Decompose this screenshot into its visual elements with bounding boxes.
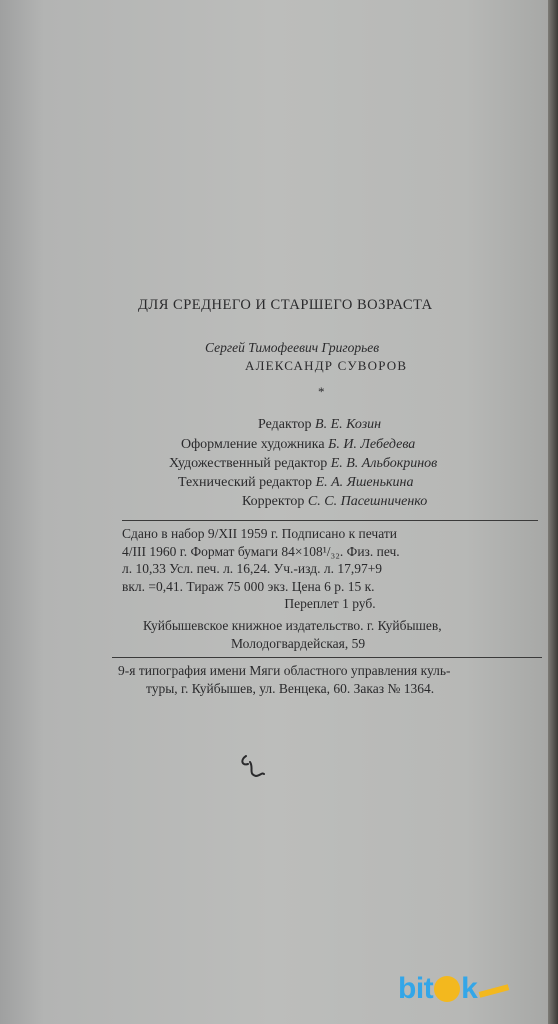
credit-role: Редактор (258, 417, 312, 432)
publisher-line: Куйбышевское книжное издательство. г. Куйбышев, (143, 618, 442, 633)
credit-name: В. Е. Козин (315, 417, 382, 432)
series-label: ДЛЯ СРЕДНЕГО И СТАРШЕГО ВОЗРАСТА (138, 297, 433, 313)
coin-icon (434, 976, 460, 1002)
printer-line: 9-я типография имени Мяги областного управления куль- (118, 663, 451, 678)
print-line: 4/III 1960 г. Формат бумаги 84×108¹/₃₂. Физ. печ. (122, 543, 400, 559)
credit-name: Б. И. Лебедева (328, 437, 416, 452)
author-name: Сергей Тимофеевич Григорьев (205, 340, 380, 355)
publisher-line: Молодогвардейская, 59 (231, 635, 366, 651)
book-title: АЛЕКСАНДР СУВОРОВ (245, 358, 408, 373)
handwritten-mark (238, 752, 268, 780)
credit-role: Корректор (242, 494, 305, 509)
credit-role: Технический редактор (178, 475, 313, 490)
hammer-icon (479, 984, 510, 998)
page-edge (548, 0, 558, 1024)
credit-tech-editor (178, 475, 413, 491)
print-line: Сдано в набор 9/XII 1959 г. Подписано к печати (122, 526, 397, 541)
watermark-logo: bit k (398, 972, 509, 1006)
divider (112, 657, 542, 658)
print-line: Переплет 1 руб. (284, 596, 376, 611)
divider (122, 520, 538, 521)
credit-role: Художественный редактор (169, 456, 328, 471)
credit-name: Е. В. Альбокринов (330, 456, 438, 471)
print-line: л. 10,33 Усл. печ. л. 16,24. Уч.-изд. л. 17,97+9 (122, 561, 383, 576)
publisher-info (143, 617, 523, 652)
credit-name: С. С. Пасешниченко (307, 494, 428, 509)
separator-star: * (318, 384, 325, 399)
credit-role: Оформление художника (181, 437, 325, 452)
credit-name: Е. А. Яшенькина (315, 475, 414, 490)
print-info (122, 525, 538, 613)
print-line: вкл. =0,41. Тираж 75 000 экз. Цена 6 р. 15 к. (122, 578, 375, 594)
credit-art-editor (169, 456, 437, 472)
credit-design (181, 437, 415, 453)
credit-editor (258, 417, 381, 433)
credit-proofreader (242, 494, 427, 510)
printer-info (118, 662, 542, 697)
printer-line: туры, г. Куйбышев, ул. Венцека, 60. Заказ № 1364. (146, 680, 435, 696)
